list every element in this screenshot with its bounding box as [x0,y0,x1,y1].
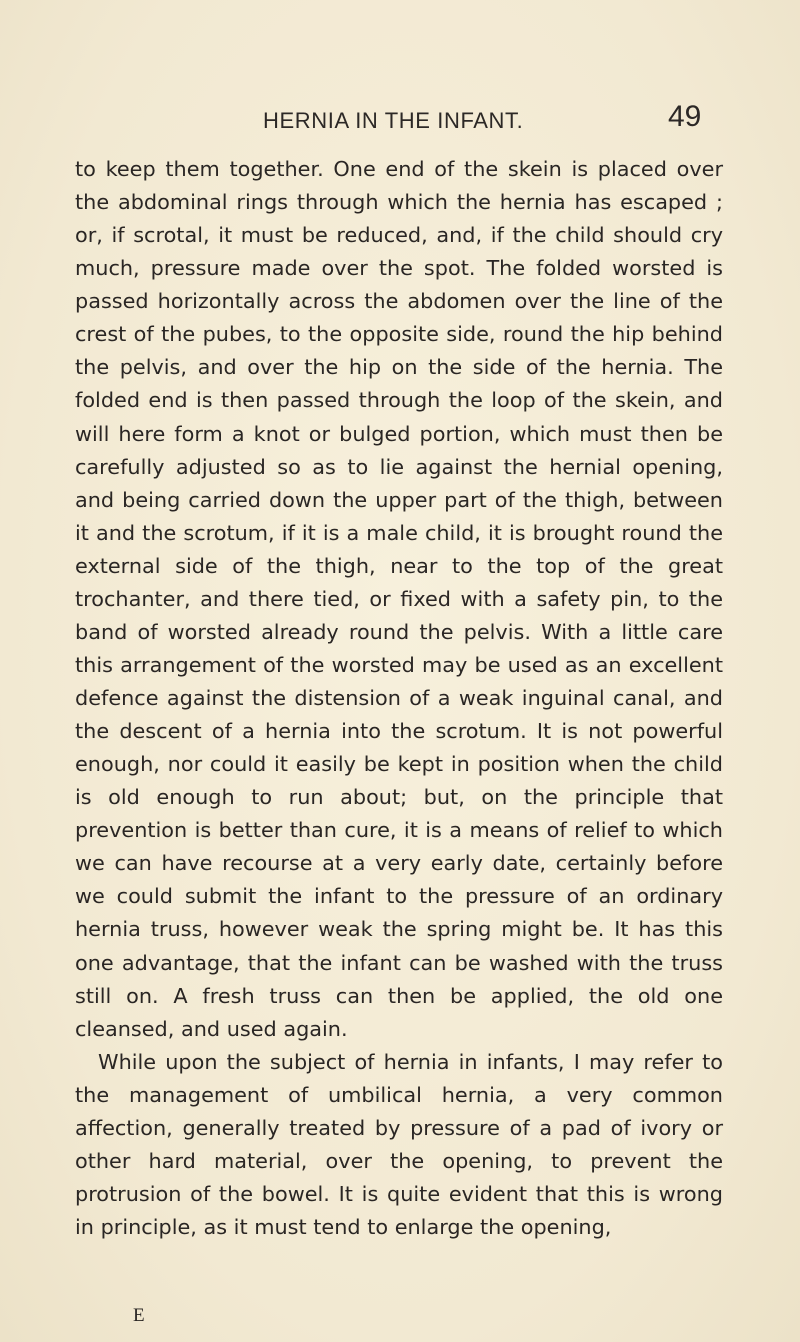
page-header [0,100,800,140]
paragraph-continued: to keep them together. One end of the skein is placed over the abdominal rings through which the hernia has escaped ; or, if scrotal, it must be reduced, and, if the child should cry much, pressure made over the spot. The folded worsted is passed horizontally across the abdomen over the line of the crest of the pubes, to the opposite side, round the hip behind the pelvis, and over the hip on the side of the hernia. The folded end is then passed through the loop of the skein, and will here form a knot or bulged portion, which must then be carefully adjusted so as to lie against the hernial opening, and being carried down the upper part of the thigh, between it and the scrotum, if it is a male child, it is brought round the external side of the thigh, near to the top of the great trochanter, and there tied, or fixed with a safety pin, to the band of worsted already round the pelvis. With a little care this arrangement of the worsted may be used as an excellent defence against the distension of a weak inguinal canal, and the descent of a hernia into the scrotum. It is not powerful enough, nor could it easily be kept in position when the child is old enough to run about; but, on the principle that prevention is better than cure, it is a means of relief to which we can have recourse at a very early date, certainly before we could submit the infant to the pressure of an ordinary hernia truss, however weak the spring might be. It has this one advantage, that the infant can be washed with the truss still on. A fresh truss can then be applied, the old one cleansed, and used again. [75,157,723,1041]
body-text [75,153,723,1244]
signature-mark: E [133,1305,145,1326]
running-head: HERNIA IN THE INFANT. [263,108,524,133]
paragraph-umbilical-hernia: While upon the subject of hernia in infants, I may refer to the management of umbilical hernia, a very common affection, generally treated by pressure of a pad of ivory or other hard material, over the opening, to prevent the protrusion of the bowel. It is quite evident that this is wrong in principle, as it must tend to enlarge the opening, [75,1049,723,1239]
page-number: 49 [668,100,702,133]
